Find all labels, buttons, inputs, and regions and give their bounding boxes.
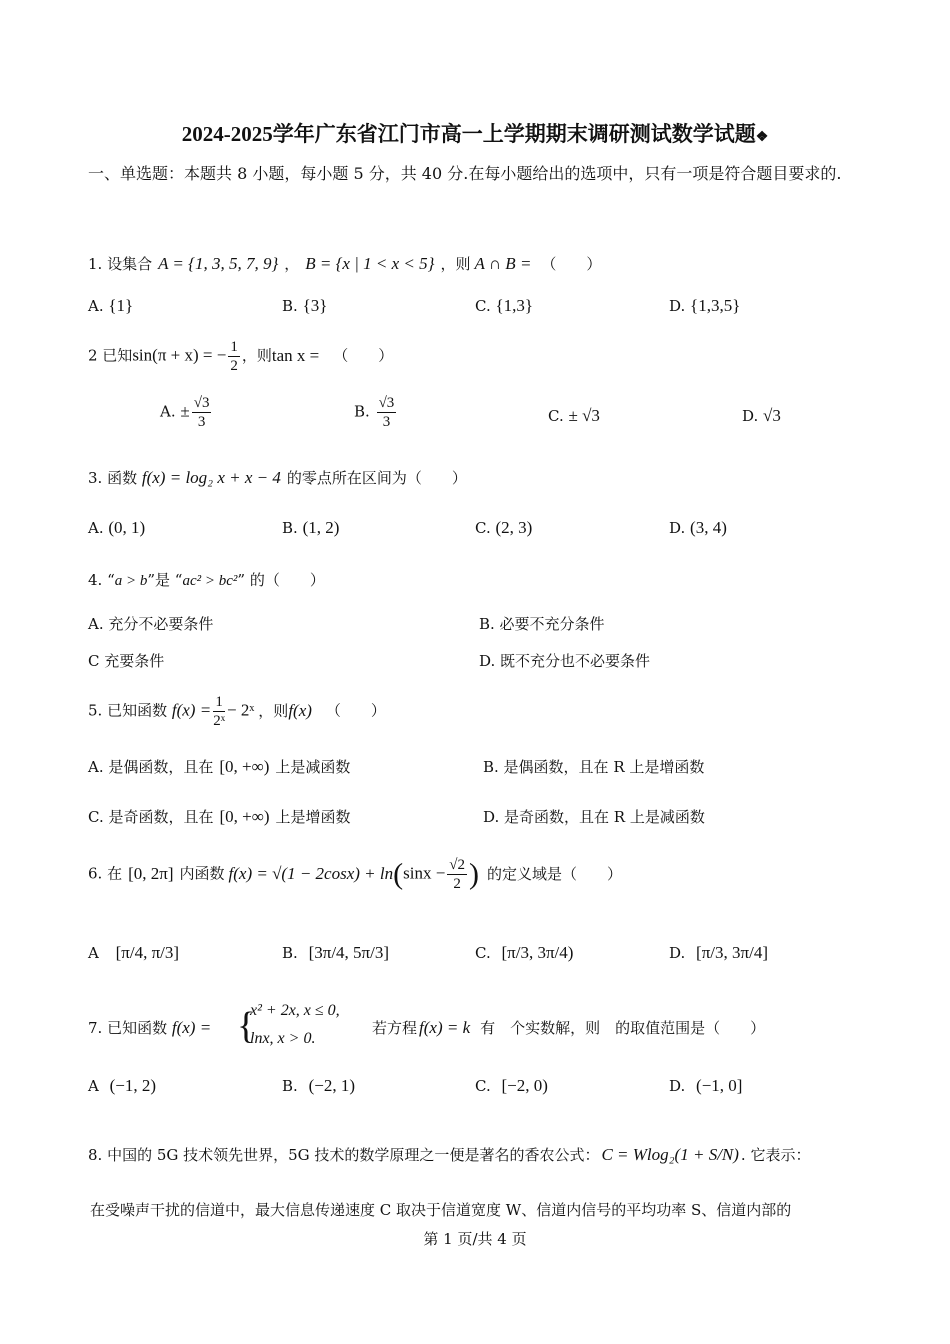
q7-option-a[interactable]: A (−1, 2) <box>88 1076 157 1095</box>
diamond-icon: ❖ <box>755 130 769 145</box>
question-4: 4. “a > b”是 “ac² > bc²” 的（ ） <box>88 571 325 589</box>
q3-option-a[interactable]: A. (0, 1) <box>88 518 146 537</box>
q7-option-d[interactable]: D. (−1, 0] <box>669 1076 743 1095</box>
q4-option-d[interactable]: D. 既不充分也不必要条件 <box>479 652 651 670</box>
page-footer: 第 1 页/共 4 页 <box>423 1230 527 1248</box>
question-8: 8. 中国的 5G 技术领先世界，5G 技术的数学原理之一便是著名的香农公式： C = Wlog₂(1 + S/N) . 它表示： <box>88 1145 811 1164</box>
question-3: 3. 函数 f(x) = log₂ x + x − 4 的零点所在区间为（ ） <box>88 468 467 487</box>
q5-option-d[interactable]: D. 是奇函数，且在 R 上是减函数 <box>483 808 705 826</box>
page-title: 2024-2025学年广东省江门市高一上学期期末调研测试数学试题❖ <box>181 122 769 146</box>
q7-brace: { <box>237 1005 256 1047</box>
q5-option-a[interactable]: A. 是偶函数，且在 [0, +∞) 上是减函数 <box>88 757 351 776</box>
q3-option-d[interactable]: D. (3, 4) <box>669 518 727 537</box>
question-7: 7. 已知函数 f(x) = <box>88 1018 212 1037</box>
q6-option-b[interactable]: B. [3π/4, 5π/3] <box>282 943 390 962</box>
q3-option-b[interactable]: B. (1, 2) <box>282 518 340 537</box>
q4-option-c[interactable]: C 充要条件 <box>88 652 165 670</box>
question-8-line-2: 在受噪声干扰的信道中，最大信息传递速度 C 取决于信道宽度 W、信道内信号的平均功率 S、信道内部的 <box>90 1201 792 1219</box>
section-heading: 一、单选题：本题共 8 小题，每小题 5 分，共 40 分.在每小题给出的选项中，只有一项是符合题目要求的. <box>88 164 842 183</box>
q7-case-2: lnx, x > 0. <box>250 1030 316 1047</box>
q2-option-d[interactable]: D. √3 <box>742 406 781 425</box>
q5-option-b[interactable]: B. 是偶函数，且在 R 上是增函数 <box>483 758 705 776</box>
q4-option-b[interactable]: B. 必要不充分条件 <box>479 615 605 633</box>
question-6: 6. 在 [0, 2π] 内函数 f(x) = √(1 − 2cosx) + ln(sinx − $\frac{√2}{2}$ ) 的定义域是（ ） <box>88 857 623 892</box>
q2-option-a[interactable]: A. ± $\frac{√3}{3}$ <box>160 395 210 430</box>
q7-option-b[interactable]: B. (−2, 1) <box>282 1076 355 1095</box>
q3-option-c[interactable]: C. (2, 3) <box>475 518 533 537</box>
q6-option-d[interactable]: D. [π/3, 3π/4] <box>669 943 768 962</box>
q6-option-c[interactable]: C. [π/3, 3π/4) <box>475 943 574 962</box>
q1-option-b[interactable]: B. {3} <box>282 296 328 315</box>
q1-option-c[interactable]: C. {1,3} <box>475 296 534 315</box>
question-7-tail: 若方程 f(x) = k 有 个实数解，则 的取值范围是（ ） <box>372 1018 766 1037</box>
q6-option-a[interactable]: A [π/4, π/3] <box>88 943 180 962</box>
q7-case-1: x² + 2x, x ≤ 0, <box>250 1002 340 1019</box>
q1-option-d[interactable]: D. {1,3,5} <box>669 296 741 315</box>
q4-option-a[interactable]: A. 充分不必要条件 <box>88 615 214 633</box>
q1-option-a[interactable]: A. {1} <box>88 296 134 315</box>
q5-option-c[interactable]: C. 是奇函数，且在 [0, +∞) 上是增函数 <box>88 807 351 826</box>
question-2: 2 已知sin(π + x) = − $\frac{1}{2}$ ，则tan x = （ ） <box>88 339 394 374</box>
q2-option-b[interactable]: B. $\frac{√3}{3}$ <box>354 395 395 430</box>
q7-option-c[interactable]: C. [−2, 0) <box>475 1076 548 1095</box>
question-5: 5. 已知函数 f(x) = $\frac{1}{\text{2ˣ}}$ − 2ˣ ，则f(x) （ ） <box>88 694 386 729</box>
question-1: 1. 设集合 A = {1, 3, 5, 7, 9} ， B = {x | 1 < x < 5} ，则 A ∩ B = （ ） <box>88 254 602 273</box>
q2-option-c[interactable]: C. ± √3 <box>548 406 600 425</box>
